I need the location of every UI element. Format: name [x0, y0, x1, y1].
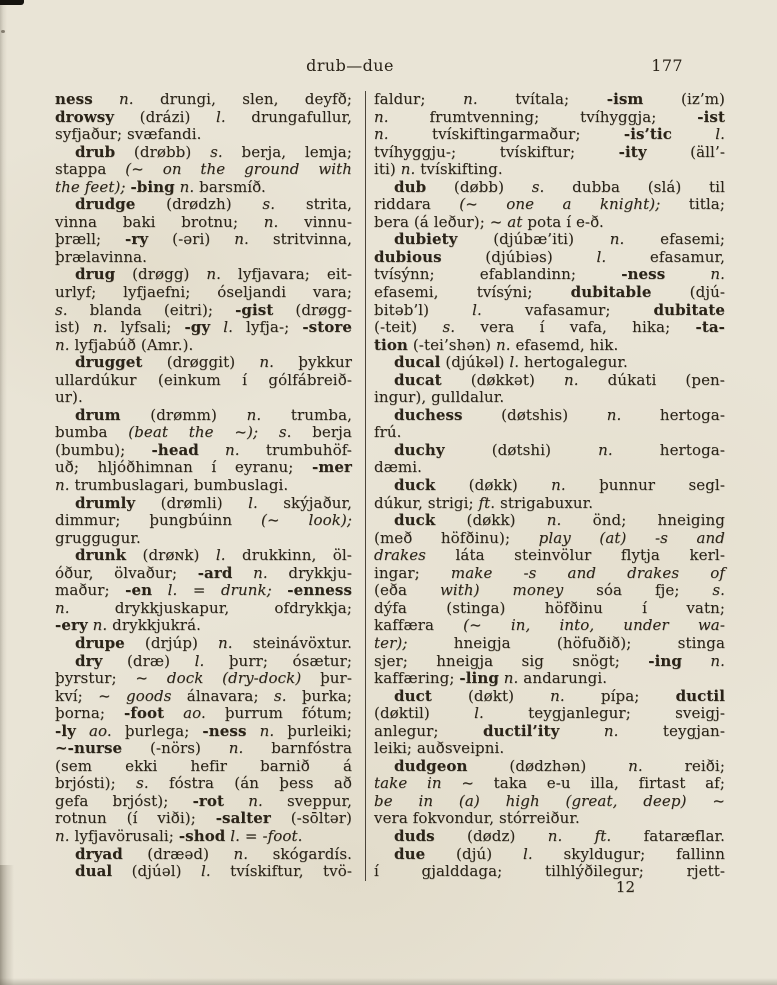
text-line: drudge (drødzh) s. strita, — [75, 195, 352, 214]
text-line: sjer; hneigja sig snögt; -ing n. — [374, 651, 725, 670]
text-columns — [55, 91, 725, 881]
text-line: gruggugur. — [55, 528, 141, 547]
text-line: drugget (drøggit) n. þykkur — [75, 353, 352, 372]
page-edge-shadow-bottom-left — [0, 865, 14, 985]
text-line: duds (dødz) n. ft. fataræflar. — [394, 826, 725, 845]
text-line: (bumbu); -head n. trumbuhöf- — [55, 440, 352, 459]
text-line: syfjaður; svæfandi. — [55, 125, 202, 144]
text-line: óður, ölvaður; -ard n. drykkju- — [55, 563, 352, 582]
text-line: þorna; -foot ao. þurrum fótum; — [55, 704, 352, 723]
text-line: dæmi. — [374, 458, 422, 477]
text-line: efasemi, tvísýni; dubitable (djú- — [374, 283, 725, 302]
text-line: tvísýnn; efablandinn; -ness n. — [374, 265, 725, 284]
page-number: 177 — [651, 56, 683, 75]
text-line: drum (drømm) n. trumba, — [75, 405, 352, 424]
text-line: take in ~ taka e-u illa, firtast af; — [374, 774, 725, 793]
text-line: drakes láta steinvölur flytja kerl- — [374, 546, 725, 565]
text-line: dry (dræ) l. þurr; ósætur; — [75, 651, 352, 670]
text-line: n. lyfjabúð (Amr.). — [55, 335, 194, 354]
text-line: bumba (beat the ~); s. berja — [55, 423, 352, 442]
text-line: dimmur; þungbúinn (~ look); — [55, 511, 352, 530]
text-line: rotnun (í viði); -salter (-sōltər) — [55, 809, 352, 828]
text-line: n. lyfjavörusali; -shod l. = -foot. — [55, 826, 303, 845]
text-line: dubious (djúbiəs) l. efasamur, — [374, 247, 725, 266]
scan-speck — [1, 30, 5, 33]
text-line: bitəb’l) l. vafasamur; dubitate — [374, 300, 725, 319]
page-edge-shadow-left — [0, 0, 7, 985]
text-line: kaffæring; -ling n. andarungi. — [374, 669, 608, 688]
text-line: urlyf; lyfjaefni; óseljandi vara; — [55, 283, 352, 302]
text-line: þyrstur; ~ dock (dry-dock) þur- — [55, 669, 352, 688]
page-edge-shadow-bottom — [0, 978, 777, 985]
text-line: ter); hneigja (höfuðið); stinga — [374, 633, 725, 652]
text-line: faldur; n. tvítala; -ism (iz’m) — [374, 90, 725, 108]
text-line: þrælavinna. — [55, 247, 148, 266]
text-line: þræll; -ry (-əri) n. stritvinna, — [55, 230, 352, 249]
text-line: stappa (~ on the ground with — [55, 160, 352, 179]
signature-mark: 12 — [615, 878, 635, 896]
dictionary-column-left — [55, 91, 352, 881]
text-line: be in (a) high (great, deep) ~ — [374, 791, 725, 810]
text-line: drupe (drjúp) n. steinávöxtur. — [75, 633, 352, 652]
text-line: s. blanda (eitri); -gist (drøgg- — [55, 300, 352, 319]
text-line: leiki; auðsveipni. — [374, 739, 505, 758]
text-line: brjósti); s. fóstra (án þess að — [55, 774, 352, 793]
text-line: dýfa (stinga) höfðinu í vatn; — [374, 598, 725, 617]
column-divider-rule — [365, 91, 366, 881]
text-line: dual (djúəl) l. tvískiftur, tvö- — [75, 862, 352, 881]
text-line: dudgeon (dødzhən) n. reiði; — [394, 756, 725, 775]
running-title: drub—due — [306, 56, 394, 75]
text-line: dubiety (djúbæ’iti) n. efasemi; — [394, 230, 725, 249]
text-line: frú. — [374, 423, 402, 442]
text-line: duck (døkk) n. önd; hneiging — [394, 511, 725, 530]
text-line: (døktil) l. teygjanlegur; sveigj- — [374, 704, 725, 723]
text-line: n. drykkjuskapur, ofdrykkja; — [55, 598, 352, 617]
text-line: gefa brjóst); -rot n. sveppur, — [55, 791, 353, 810]
dictionary-column-right — [374, 91, 725, 881]
text-line: dúkur, strigi; ft. strigabuxur. — [374, 493, 594, 512]
text-line: ness n. drungi, slen, deyfð; — [55, 90, 352, 108]
text-line: tion (-tei’shən) n. efasemd, hik. — [374, 335, 619, 354]
text-line: duct (døkt) n. pípa; ductil — [394, 686, 726, 705]
text-line: riddara (~ one a knight); titla; — [374, 195, 725, 214]
text-line: n. tvískiftingarmaður; -is’tic l. — [374, 125, 726, 144]
text-line: vera fokvondur, stórreiður. — [374, 809, 580, 828]
text-line: (-teit) s. vera í vafa, hika; -ta- — [374, 318, 725, 337]
text-line: dryad (dræəd) n. skógardís. — [75, 844, 352, 863]
text-line: -ery n. drykkjukrá. — [55, 616, 201, 635]
text-line: anlegur; ductil’ity n. teygjan- — [374, 721, 725, 740]
text-line: ist) n. lyfsali; -gy l. lyfja-; -store — [55, 318, 352, 337]
text-line: drumly (drømli) l. skýjaður, — [75, 493, 352, 512]
text-line: ingur), gulldalur. — [374, 388, 505, 407]
text-line: ur). — [55, 388, 83, 407]
text-line: kví; ~ goods álnavara; s. þurka; — [55, 686, 352, 705]
text-line: n. trumbuslagari, bumbuslagi. — [55, 476, 289, 495]
text-line: -ly ao. þurlega; -ness n. þurleiki; — [55, 721, 353, 740]
text-line: duchy (døtshi) n. hertoga- — [394, 440, 725, 459]
text-line: ducat (døkkət) n. dúkati (pen- — [394, 370, 725, 389]
text-line: n. frumtvenning; tvíhyggja; -ist — [374, 107, 725, 126]
scan-artifact-mark — [0, 0, 24, 5]
text-line: drug (drøgg) n. lyfjavara; eit- — [75, 265, 352, 284]
text-line: duchess (døtshis) n. hertoga- — [394, 405, 725, 424]
text-line: duck (døkk) n. þunnur segl- — [394, 476, 725, 495]
text-line: vinna baki brotnu; n. vinnu- — [55, 212, 352, 231]
text-line: due (djú) l. skyldugur; fallinn — [394, 844, 726, 863]
text-line: bera (á leður); ~ at pota í e-ð. — [374, 212, 604, 231]
page-header — [55, 56, 725, 78]
text-line: iti) n. tvískifting. — [374, 160, 503, 179]
text-line: ingar; make -s and drakes of — [374, 563, 725, 582]
text-line: (með höfðinu); play (at) -s and — [374, 528, 725, 547]
text-line: uð; hljóðhimnan í eyranu; -mer — [55, 458, 352, 477]
text-line: drub (drøbb) s. berja, lemja; — [75, 142, 352, 161]
text-line: ~-nurse (-nörs) n. barnfóstra — [55, 739, 352, 758]
text-line: maður; -en l. = drunk; -enness — [55, 581, 352, 600]
text-line: (eða with) money sóa fje; s. — [374, 581, 725, 600]
text-line: the feet); -bing n. barsmíð. — [55, 177, 266, 196]
text-line: (sem ekki hefir barnið á — [55, 756, 352, 775]
text-line: kaffæra (~ in, into, under wa- — [374, 616, 726, 635]
text-line: drowsy (drázi) l. drungafullur, — [55, 107, 352, 126]
text-line: ullardúkur (einkum í gólfábreið- — [55, 370, 352, 389]
text-line: tvíhyggju-; tvískiftur; -ity (äll’- — [374, 142, 725, 161]
text-line: í gjalddaga; tilhlýðilegur; rjett- — [374, 862, 725, 881]
text-line: ducal (djúkəl) l. hertogalegur. — [394, 353, 628, 372]
text-line: dub (døbb) s. dubba (slá) til — [394, 177, 725, 196]
text-line: drunk (drøɴk) l. drukkinn, öl- — [75, 546, 352, 565]
